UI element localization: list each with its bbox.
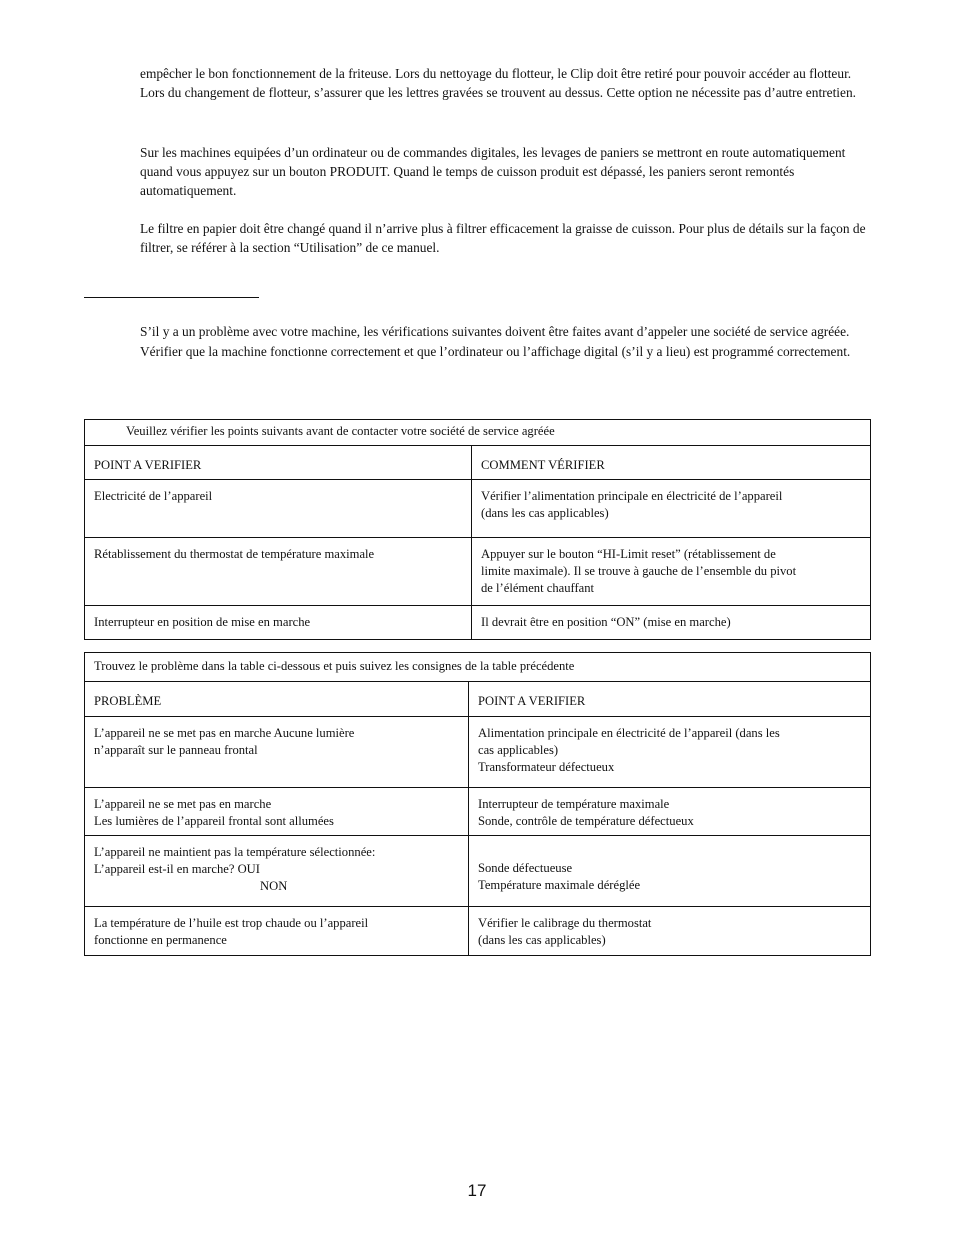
table-header-row <box>85 446 871 480</box>
problem-check-cell <box>469 907 871 956</box>
cell-line: Appuyer sur le bouton “HI-Limit reset” (rétablissement de <box>481 547 776 561</box>
table-row <box>85 788 871 836</box>
cell-line: L’appareil ne se met pas en marche <box>94 797 272 811</box>
cell-line: Sonde défectueuse <box>478 861 573 875</box>
paragraph-filter-paper: Le filtre en papier doit être changé quand il n’arrive plus à filtrer efficacement la graisse de cuisson. Pour plus de détails sur la façon de filtrer, se référer à la section “Utilisation” de ce manuel. <box>140 221 866 255</box>
table-banner-row <box>85 653 871 682</box>
problem-cell <box>85 836 469 907</box>
header-point-a-verifier: POINT A VERIFIER <box>469 682 871 717</box>
table-header-row <box>85 682 871 717</box>
cell-line-non: NON <box>260 878 288 893</box>
cell-line: (dans les cas applicables) <box>481 505 609 520</box>
header-point-a-verifier: POINT A VERIFIER <box>85 446 472 480</box>
table-row <box>85 606 871 640</box>
cell-line: L’appareil est-il en marche? OUI <box>94 861 260 876</box>
table-row <box>85 480 871 538</box>
header-probleme: PROBLÈME <box>85 682 469 717</box>
cell-line: Il devrait être en position “ON” (mise en marche) <box>481 615 731 629</box>
check-how-cell <box>472 606 871 640</box>
table-row <box>85 836 871 907</box>
check-point-cell: Interrupteur en position de mise en marche <box>85 606 472 640</box>
cell-line: La température de l’huile est trop chaude ou l’appareil <box>94 916 369 930</box>
cell-line: Vérifier l’alimentation principale en électricité de l’appareil <box>481 489 783 503</box>
cell-line: Interrupteur de température maximale <box>478 797 670 811</box>
check-how-cell <box>472 538 871 606</box>
problem-cell <box>85 907 469 956</box>
checks-table <box>84 419 871 640</box>
problem-check-cell <box>469 836 871 907</box>
table-row <box>85 538 871 606</box>
cell-line: (dans les cas applicables) <box>478 932 606 947</box>
check-how-cell <box>472 480 871 538</box>
cell-line: Vérifier le calibrage du thermostat <box>478 916 652 930</box>
table-row <box>85 717 871 788</box>
cell-line: Les lumières de l’appareil frontal sont allumées <box>94 813 334 828</box>
cell-line: fonctionne en permanence <box>94 932 227 947</box>
problem-cell <box>85 788 469 836</box>
cell-line: L’appareil ne se met pas en marche Aucune lumière <box>94 726 355 740</box>
paragraph-basket-lift: Sur les machines equipées d’un ordinateur ou de commandes digitales, les levages de paniers se mettront en route automatiquement quand vous appuyez sur un bouton PRODUIT. Quand le temps de cuisson produit est dépassé, les paniers seront remontés automatiquement. <box>140 145 846 198</box>
header-comment-verifier: COMMENT VÉRIFIER <box>472 446 871 480</box>
section-heading-rule <box>84 297 259 298</box>
cell-line: Température maximale déréglée <box>478 877 641 892</box>
cell-line: Sonde, contrôle de température défectueux <box>478 813 694 828</box>
check-point-cell: Electricité de l’appareil <box>85 480 472 538</box>
problem-cell <box>85 717 469 788</box>
cell-line: limite maximale). Il se trouve à gauche de l’ensemble du pivot <box>481 563 797 578</box>
cell-line: Transformateur défectueux <box>478 759 615 774</box>
checks-table-banner: Veuillez vérifier les points suivants avant de contacter votre société de service agréée <box>85 420 871 446</box>
problem-check-cell <box>469 788 871 836</box>
cell-line: de l’élément chauffant <box>481 580 595 595</box>
check-point-cell: Rétablissement du thermostat de température maximale <box>85 538 472 606</box>
cell-line: Alimentation principale en électricité de l’appareil (dans les <box>478 726 780 740</box>
cell-line: cas applicables) <box>478 742 559 757</box>
paragraph-troubleshooting-intro: S’il y a un problème avec votre machine, les vérifications suivantes doivent être faites avant d’appeler une société de service agréée. Vérifier que la machine fonctionne correctement et que l’ordinateur ou l’affichage digital (s’il y a lieu) est programmé correctement. <box>140 324 851 359</box>
problems-table-banner: Trouvez le problème dans la table ci-dessous et puis suivez les consignes de la table précédente <box>85 653 871 682</box>
cell-line: n’apparaît sur le panneau frontal <box>94 742 258 757</box>
paragraph-float-cleaning: empêcher le bon fonctionnement de la friteuse. Lors du nettoyage du flotteur, le Clip doit être retiré pour pouvoir accéder au flotteur. Lors du changement de flotteur, s’assurer que les lettres gravées se trouvent au dessus. Cette option ne nécessite pas d’autre entretien. <box>140 66 856 100</box>
problems-table <box>84 652 871 956</box>
table-row <box>85 907 871 956</box>
problem-check-cell <box>469 717 871 788</box>
page-number: 17 <box>467 1181 487 1200</box>
table-banner-row <box>85 420 871 446</box>
cell-line: L’appareil ne maintient pas la température sélectionnée: <box>94 845 376 859</box>
